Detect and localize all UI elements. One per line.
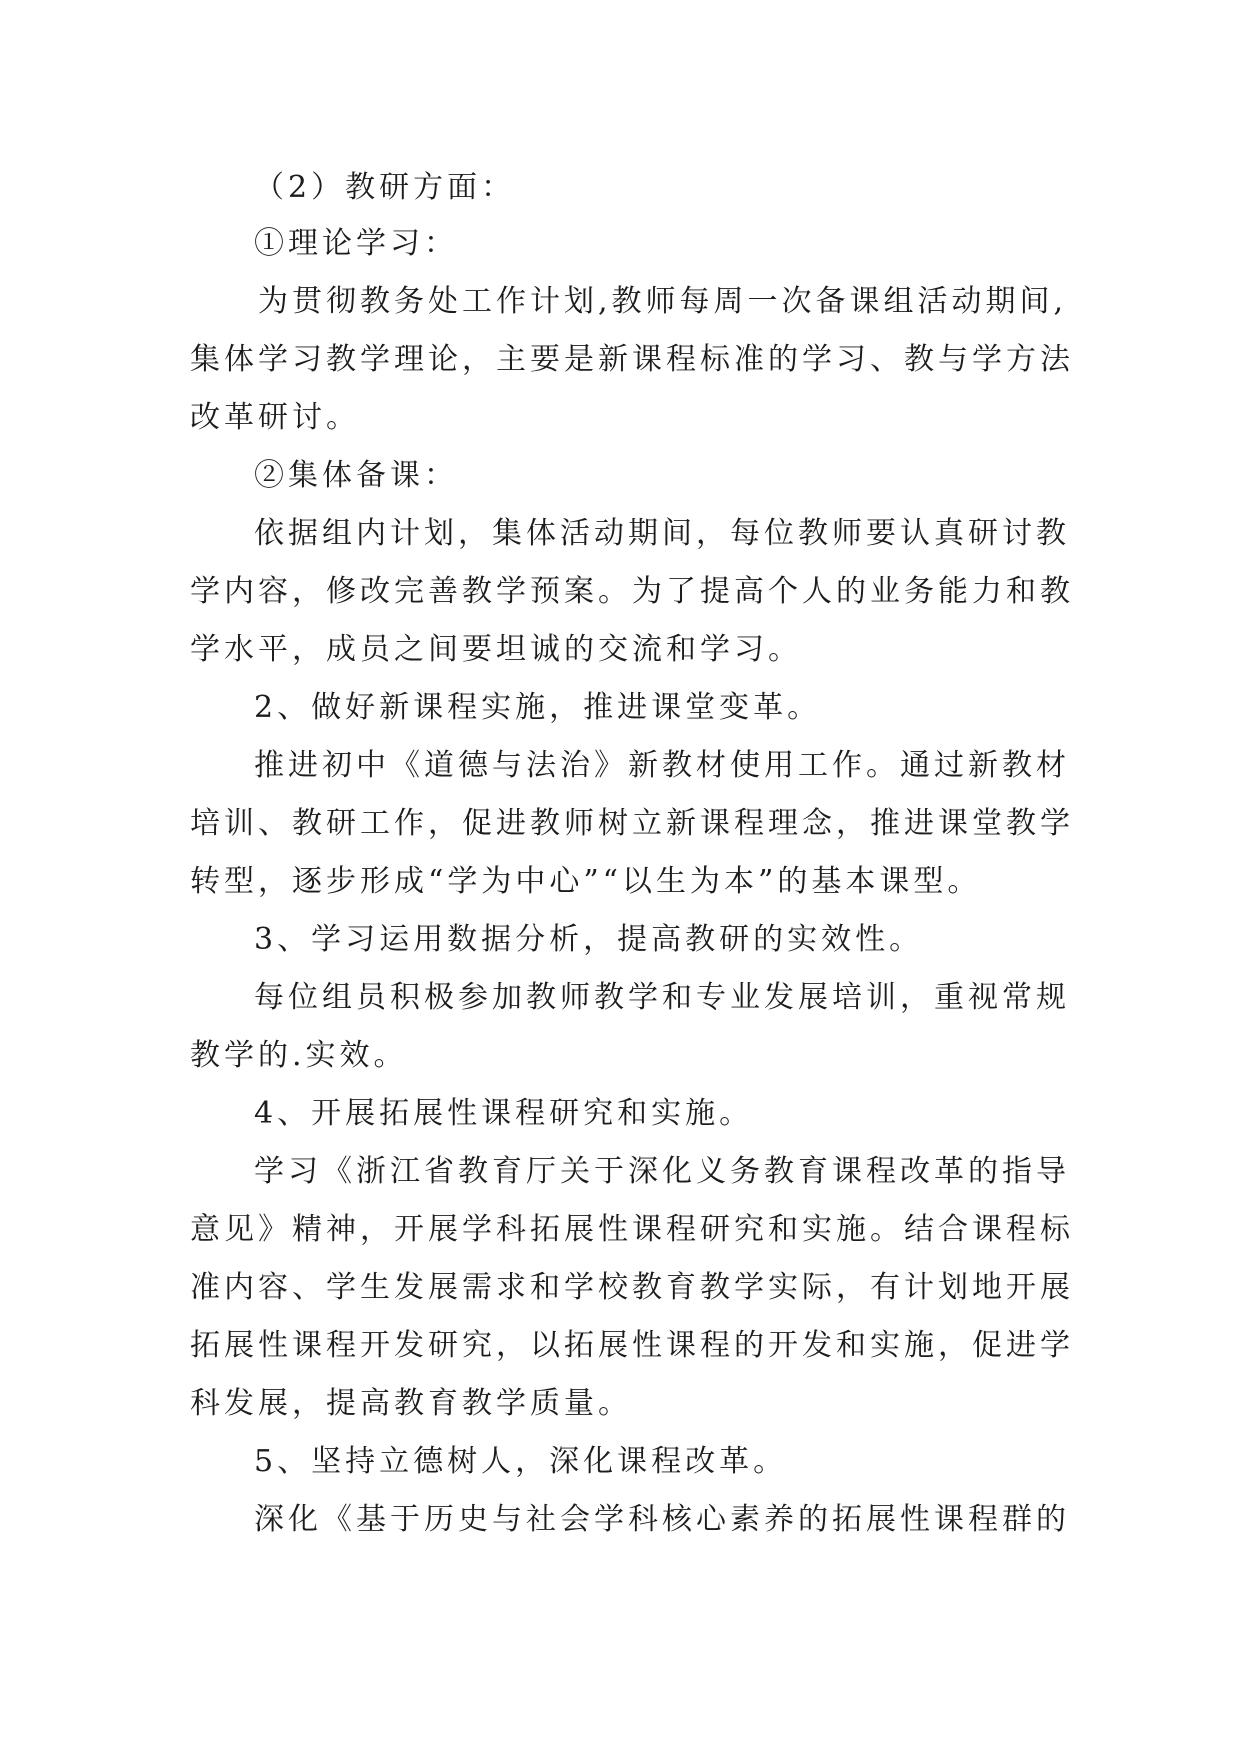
section-heading-5: 5、坚持立德树人，深化课程改革。 <box>254 1444 788 1479</box>
paragraph-line: 学习《浙江省教育厅关于深化义务教育课程改革的指导 <box>254 1154 1070 1189</box>
paragraph-line: 意见》精神，开展学科拓展性课程研究和实施。结合课程标 <box>190 1212 1074 1247</box>
paragraph-line: 转型，逐步形成“学为中心”“以生为本”的基本课型。 <box>190 864 982 899</box>
section-heading-research: （2）教研方面： <box>254 170 516 205</box>
paragraph-line: 改革研讨。 <box>190 400 360 435</box>
paragraph-line: 每位组员积极参加教师教学和专业发展培训，重视常规 <box>254 980 1070 1015</box>
paragraph-line: 教学的.实效。 <box>190 1038 408 1073</box>
paragraph-line: 学内容，修改完善教学预案。为了提高个人的业务能力和教 <box>190 574 1074 609</box>
paragraph-line: 准内容、学生发展需求和学校教育教学实际，有计划地开展 <box>190 1270 1074 1305</box>
section-heading-4: 4、开展拓展性课程研究和实施。 <box>254 1096 754 1131</box>
paragraph-line: 深化《基于历史与社会学科核心素养的拓展性课程群的 <box>254 1502 1070 1537</box>
paragraph-line: 依据组内计划，集体活动期间，每位教师要认真研讨教 <box>254 516 1070 551</box>
paragraph-line: 推进初中《道德与法治》新教材使用工作。通过新教材 <box>254 748 1070 783</box>
section-heading-3: 3、学习运用数据分析，提高教研的实效性。 <box>254 922 924 957</box>
subheading-theory-study: ①理论学习： <box>254 226 458 261</box>
paragraph-line: 科发展，提高教育教学质量。 <box>190 1386 632 1421</box>
paragraph-line: 拓展性课程开发研究，以拓展性课程的开发和实施，促进学 <box>190 1328 1074 1363</box>
paragraph-line: 为贯彻教务处工作计划,教师每周一次备课组活动期间, <box>258 284 1068 319</box>
paragraph-line: 学水平，成员之间要坦诚的交流和学习。 <box>190 632 802 667</box>
subheading-collective-prep: ②集体备课： <box>254 458 458 493</box>
paragraph-line: 集体学习教学理论，主要是新课程标准的学习、教与学方法 <box>190 342 1074 377</box>
paragraph-line: 培训、教研工作，促进教师树立新课程理念，推进课堂教学 <box>190 806 1074 841</box>
section-heading-2: 2、做好新课程实施，推进课堂变革。 <box>254 690 822 725</box>
